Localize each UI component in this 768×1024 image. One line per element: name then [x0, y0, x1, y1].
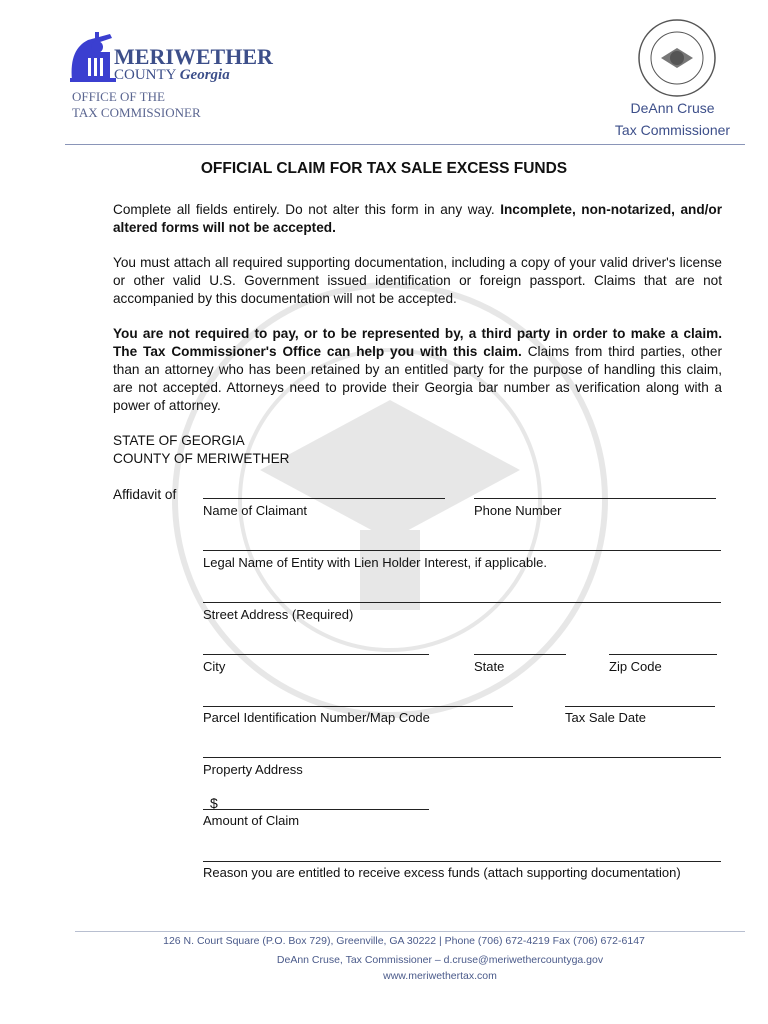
instructions-paragraph: Complete all fields entirely. Do not alter this form in any way. Incomplete, non-notarized, and/or altered forms will not be accepted.: [113, 202, 723, 235]
street-field[interactable]: [203, 602, 721, 603]
zip-field[interactable]: [609, 654, 717, 655]
third-party-paragraph: You are not required to pay, or to be represented by, a third party in order to make a claim. The Tax Commissioner's Office can help you with this claim. Claims from third parties, other than an attorney who has been retained by an entitled party for the purpose of handling this claim, are not accepted. Attorneys need to provide their Georgia bar number as verification along with a power of attorney.: [113, 326, 722, 413]
parcel-label: Parcel Identification Number/Map Code: [203, 710, 430, 725]
logo-county: COUNTY Georgia: [114, 67, 230, 83]
city-label: City: [203, 659, 226, 674]
sale-date-label: Tax Sale Date: [565, 710, 646, 725]
reason-label: Reason you are entitled to receive excess funds (attach supporting documentation): [203, 865, 681, 880]
phone-label: Phone Number: [474, 503, 562, 518]
sale-date-field[interactable]: [565, 706, 715, 707]
claimant-name-field[interactable]: [203, 498, 445, 499]
zip-label: Zip Code: [609, 659, 662, 674]
dollar-sign: $: [210, 795, 218, 811]
phone-field[interactable]: [474, 498, 716, 499]
county-label: COUNTY OF MERIWETHER: [113, 451, 290, 466]
affidavit-label: Affidavit of: [113, 487, 177, 502]
parcel-field[interactable]: [203, 706, 513, 707]
state-label: STATE OF GEORGIA: [113, 433, 245, 448]
claimant-name-label: Name of Claimant: [203, 503, 308, 518]
property-address-label: Property Address: [203, 762, 303, 777]
logo-main: MERIWETHER: [114, 44, 273, 69]
commissioner-block: DeAnn Cruse Tax Commissioner: [614, 100, 731, 138]
footer-divider: [75, 931, 745, 932]
footer-contact: DeAnn Cruse, Tax Commissioner – d.cruse@meriwethercountyga.gov: [276, 954, 604, 966]
office-name: OFFICE OF THE TAX COMMISSIONER: [72, 89, 201, 120]
state-field-label: State: [474, 659, 505, 674]
property-address-field[interactable]: [203, 757, 721, 758]
documentation-paragraph: You must attach all required supporting documentation, including a copy of your valid driver's license or other valid U.S. Government issued identification or foreign passport. Claims that are not accompanied by this documentation will not be accepted.: [113, 255, 722, 306]
amount-label: Amount of Claim: [203, 813, 300, 828]
street-label: Street Address (Required): [203, 607, 354, 622]
entity-label: Legal Name of Entity with Lien Holder Interest, if applicable.: [203, 555, 547, 570]
footer-website[interactable]: www.meriwethertax.com: [383, 970, 497, 982]
county-seal-icon: [637, 18, 717, 98]
footer-address: 126 N. Court Square (P.O. Box 729), Greenville, GA 30222 | Phone (706) 672-4219 Fax (706) 672-6147: [163, 935, 645, 947]
reason-field[interactable]: [203, 861, 721, 862]
amount-field[interactable]: [203, 809, 429, 810]
city-field[interactable]: [203, 654, 429, 655]
courthouse-logo-icon: [68, 28, 118, 84]
form-title: OFFICIAL CLAIM FOR TAX SALE EXCESS FUNDS: [200, 160, 568, 177]
header-divider: [65, 144, 745, 145]
entity-field[interactable]: [203, 550, 721, 551]
state-field[interactable]: [474, 654, 566, 655]
